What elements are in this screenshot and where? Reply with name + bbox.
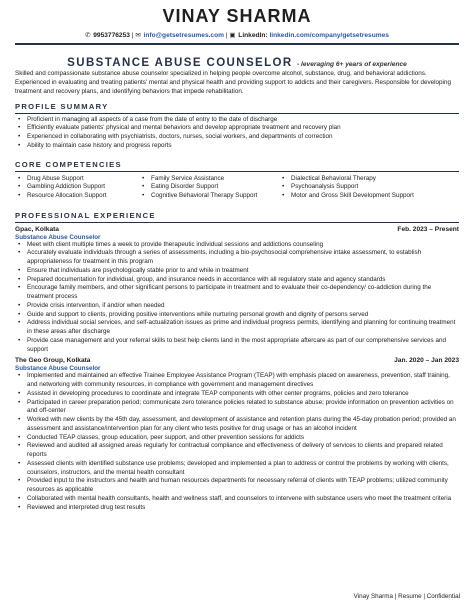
- competency-item: • Family Service Assistance: [139, 175, 279, 184]
- competency-grid: [15, 175, 459, 201]
- contact-line: [0, 31, 474, 39]
- section-divider: [15, 222, 459, 223]
- list-item: • Assisted in developing procedures to coordinate and integrate TEAP components with other center programs, policies and zero tolerance: [15, 390, 459, 399]
- email-link[interactable]: info@getsetresumes.com: [143, 32, 224, 39]
- list-item: • Address individual social services, and self-actualization issues as prime and individual progress permits, identifying and planning for continuing treatment in these areas after discharge: [15, 319, 459, 337]
- competency-item: • Drug Abuse Support: [15, 175, 139, 184]
- company-name: Gpac, Kolkata: [15, 225, 59, 233]
- separator: |: [131, 32, 134, 39]
- page-footer: Vinay Sharma | Resume | Confidential: [353, 593, 460, 600]
- list-item: • Efficiently evaluate patients' physical and mental behaviors and develop appropriate treatment and recovery plan: [15, 124, 459, 133]
- list-item: • Participated in career preparation period; communicate zero tolerance policies related to substance abuse; provide information on prevention activities on and off-center: [15, 399, 459, 417]
- headline: [0, 53, 474, 71]
- competency-column: [279, 175, 459, 201]
- linkedin-link[interactable]: linkedin.com/company/getsetresumes: [269, 32, 389, 39]
- professional-experience-section: [15, 211, 459, 512]
- linkedin-label: LinkedIn:: [238, 32, 268, 39]
- phone-number: 9953776253: [93, 32, 130, 39]
- competency-item: • Resource Allocation Support: [15, 192, 139, 201]
- list-item: • Provide crisis intervention, if and/or when needed: [15, 302, 459, 311]
- list-item: • Reviewed and interpreted drug test results: [15, 504, 459, 513]
- list-item: • Implemented and maintained an effective Trainee Employee Assistance Program (TEAP) with emphasis placed on awareness, prevention, staff training, and networking with community resources, in compliance with government and management directives: [15, 372, 459, 390]
- section-heading: PROFESSIONAL EXPERIENCE: [15, 211, 156, 220]
- job-header: [15, 226, 459, 233]
- email-icon: ✉: [135, 32, 141, 39]
- list-item: • Reviewed and audited all assigned areas regularly for contractual compliance and effectiveness of delivery of services to clients and prepared related reports: [15, 442, 459, 460]
- competency-item: • Dialectical Behavioral Therapy: [279, 175, 459, 184]
- list-item: • Accurately evaluate individuals through a series of assessments, including a bio-psychosocial comprehensive intake assessment, to establish appropriateness for treatment in this program: [15, 249, 459, 267]
- job-dates: Jan. 2020 – Jan 2023: [394, 357, 459, 365]
- list-item: • Conducted TEAP classes, group education, peer support, and other prevention sessions for addicts: [15, 434, 459, 443]
- linkedin-icon: ▣: [229, 32, 236, 39]
- list-item: • Ability to maintain case history and progress reports: [15, 142, 459, 151]
- core-competencies-section: [15, 160, 459, 201]
- job-header: [15, 357, 459, 364]
- separator: |: [225, 32, 228, 39]
- competency-item: • Gambling Addiction Support: [15, 183, 139, 192]
- header-divider: [15, 43, 459, 45]
- list-item: • Assessed clients with identified substance use problems; developed and implemented a plan to address or control the problems by working with clients, counselors, instructors, and the mental health consultant: [15, 460, 459, 478]
- profile-summary-section: [15, 102, 459, 151]
- list-item: • Experienced in collaborating with psychiatrists, doctors, nurses, social workers, and departments of correction: [15, 133, 459, 142]
- competency-item: • Eating Disorder Support: [139, 183, 279, 192]
- job-entry: [15, 226, 459, 355]
- list-item: • Collaborated with mental health consultants, health and wellness staff, and counselors to intervene with substance users who meet the treatment criteria: [15, 495, 459, 504]
- job-entry: [15, 357, 459, 512]
- list-item: • Provide case management and your referral skills to best help clients land in the most appropriate aftercare as part of our comprehensive services and support: [15, 337, 459, 355]
- summary-paragraph: Skilled and compassionate substance abuse counselor specialized in helping people overcome alcohol, substance, drug, and behavioral addictions. Experienced in evaluating and treating patients' mental and physical health and providing support to addicts and their caregivers. Responsible for developing treatment and recovery plans, and identifying behaviors that impede rehabilitation.: [15, 70, 451, 95]
- list-item: • Meet with client multiple times a week to provide therapeutic individual sessions and addictions counseling: [15, 241, 459, 250]
- list-item: • Proficient in managing all aspects of a case from the date of entry to the date of discharge: [15, 116, 459, 125]
- list-item: • Encourage family members, and other significant persons to participate in treatment and to evaluate their co-dependency/ co-addiction during the treatment process: [15, 284, 459, 302]
- job-role: Substance Abuse Counselor: [15, 233, 101, 241]
- job-dates: Feb. 2023 – Present: [397, 225, 459, 233]
- competency-item: • Psychoanalysis Support: [279, 183, 459, 192]
- competency-column: [139, 175, 279, 201]
- competency-column: [15, 175, 139, 201]
- company-name: The Geo Group, Kolkata: [15, 357, 91, 365]
- section-heading: PROFILE SUMMARY: [15, 102, 109, 111]
- competency-item: • Cognitive Behavioral Therapy Support: [139, 192, 279, 201]
- list-item: • Guide and support to clients, providing positive interventions while nurturing personal growth and dignity of persons served: [15, 311, 459, 320]
- candidate-name: VINAY SHARMA: [162, 6, 312, 26]
- competency-item: • Motor and Gross Skill Development Support: [279, 192, 459, 201]
- job-role: Substance Abuse Counselor: [15, 365, 101, 373]
- list-item: • Prepared documentation for individual, group, and insurance needs in accordance with all regulatory state and agency standards: [15, 276, 459, 285]
- section-divider: [15, 113, 459, 114]
- section-heading: CORE COMPETENCIES: [15, 160, 122, 169]
- profile-summary-list: [15, 116, 459, 151]
- list-item: • Ensure that individuals are psychologically stable prior to and while in treatment: [15, 267, 459, 276]
- list-item: • Worked with new clients by the 45th day, assessment, and development of assistance and retention plans during the 45-day probation period; provided an assessment and assistance/intervention plan for any client who tests positive for drug usage or has an alcohol incident: [15, 416, 459, 434]
- list-item: • Provided input to the instructors and health and human resources departments for necessary referral of clients with TEAP problems; utilized community resources as applicable: [15, 477, 459, 495]
- headline-title: SUBSTANCE ABUSE COUNSELOR: [67, 57, 293, 69]
- job-responsibilities: [15, 372, 459, 512]
- section-divider: [15, 171, 459, 172]
- phone-icon: ✆: [85, 32, 91, 39]
- headline-subtitle: - leveraging 6+ years of experience: [297, 61, 407, 68]
- job-responsibilities: [15, 241, 459, 355]
